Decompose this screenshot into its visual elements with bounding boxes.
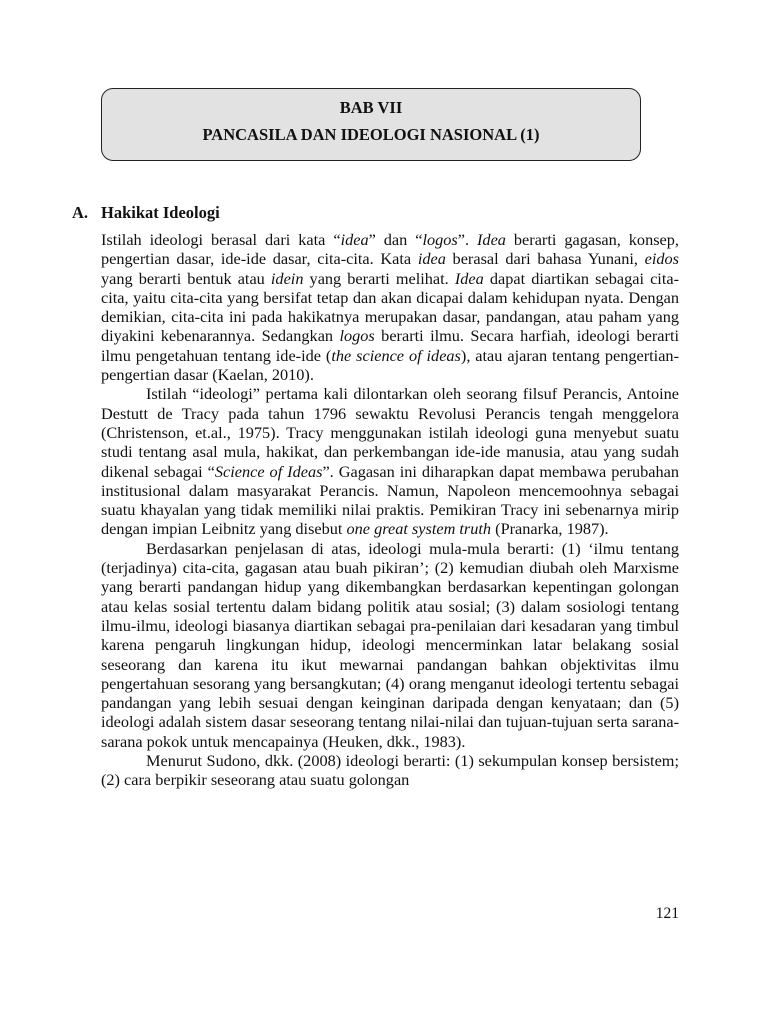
text-run: berasal dari bahasa Yunani, [445,249,645,269]
italic-term: one great system truth [346,519,492,539]
chapter-title: PANCASILA DAN IDEOLOGI NASIONAL (1) [202,125,540,144]
paragraph [101,230,679,384]
text-run: yang berarti bentuk atau [101,268,271,288]
text-run: Menurut Sudono, dkk. (2008) ideologi berarti: (1) sekumpulan konsep bersistem; (2) cara berpikir seseorang atau suatu golongan [101,751,679,790]
text-run: Berdasarkan penjelasan di atas, ideologi mula-mula berarti: (1) ‘ilmu tentang (terjadinya) cita-cita, gagasan atau buah pikiran’; (2) kemudian diubah oleh Marxisme yang berarti pandangan hidup yang dikembangkan berdasarkan kepentingan golongan atau kelas sosial tertentu dalam bidang politik atau sosial; (3) dalam sosiologi tentang ilmu-ilmu, ideologi biasanya diartikan sebagai pra-penilaian dari kesadaran yang timbul karena pengaruh lingkungan hidup, ideologi mencerminkan latar belakang sosial seseorang dan karena itu ikut mewarnai pandangan bahkan objektivitas ilmu pengertahuan sesorang yang bersangkutan; (4) orang menganut ideologi tertentu sebagai pandangan yang lebih sesuai dengan keinginan daripada dengan kenyataan; dan (5) ideologi adalah sistem dasar seseorang tentang nilai-nilai dan tujuan-tujuan serta sarana-sarana pokok untuk mencapainya (Heuken, dkk., 1983). [101,538,679,751]
text-run: berarti ilmu. Secara harfiah, ideologi berarti ilmu pengetahuan tentang ide-ide ( [101,326,679,365]
italic-term: Idea [477,230,506,249]
text-run: ), atau ajaran tentang pengertian-pengertian dasar (Kaelan, 2010). [101,345,679,385]
text-run: ” dan “ [368,230,423,249]
italic-term: Idea [454,268,484,288]
section-letter: A. [72,203,89,222]
paragraph [101,384,679,538]
text-run: ”. [457,230,478,249]
paragraph [101,751,679,790]
italic-term: eidos [644,249,679,269]
section-heading [72,203,220,223]
italic-term: idea [417,249,446,269]
italic-term: idein [270,268,304,288]
italic-term: logos [422,230,458,249]
chapter-number: BAB VII [339,98,403,117]
page-number: 121 [655,905,679,922]
italic-term: logos [339,326,375,346]
italic-term: idea [340,230,369,249]
body-text [101,230,679,790]
text-run: ”. Gagasan ini diharapkan dapat membawa perubahan institusional dalam masyarakat Perancis. Namun, Napoleon mencemoohnya sebagai suatu khayalan yang tidak memiliki nilai praktis. Pemikiran Tracy ini sebenarnya mirip dengan impian Leibnitz yang disebut [101,461,680,539]
text-run: (Pranarka, 1987). [491,519,609,539]
italic-term: the science of ideas [331,345,461,365]
text-run: Istilah ideologi berasal dari kata “ [101,230,341,249]
section-title: Hakikat Ideologi [101,203,220,222]
text-run: berarti gagasan, konsep, pengertian dasar, ide-ide dasar, cita-cita. Kata [101,230,679,269]
chapter-heading-box [101,88,641,161]
text-run: yang berarti melihat. [303,268,455,288]
text-run: dapat diartikan sebagai cita-cita, yaitu cita-cita yang bersifat tetap dan akan dicapai dalam kehidupan nyata. Dengan demikian, cita-cita ini pada hakikatnya merupakan dasar, pandangan, atau paham yang diyakini kebenarannya. Sedangkan [101,268,679,346]
text-run: Istilah “ideologi” pertama kali dilontarkan oleh seorang filsuf Perancis, Antoine Destutt de Tracy pada tahun 1796 sewaktu Revolusi Perancis tengah menggelora (Christenson, et.al., 1975). Tracy menggunakan istilah ideologi guna menyebut suatu studi tentang asal mula, hakikat, dan perkembangan ide-ide manusia, atau yang sudah dikenal sebagai “ [101,384,679,481]
paragraph [101,539,679,751]
italic-term: Science of Ideas [214,461,323,481]
